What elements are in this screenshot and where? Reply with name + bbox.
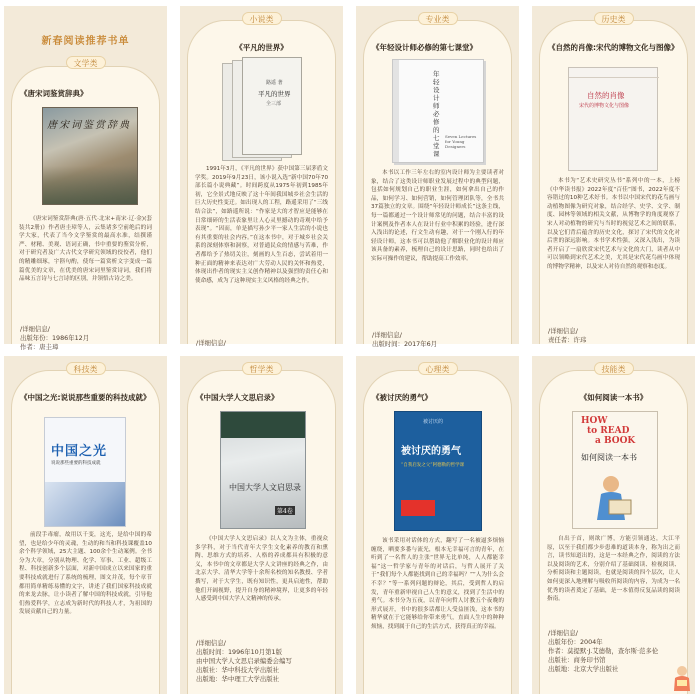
cover-english: Seven Lectures for Young Designers <box>445 134 477 149</box>
info-label: /详细信息/ <box>548 327 578 335</box>
book-card <box>363 370 512 694</box>
book-card <box>539 20 688 344</box>
cover-author: 路遥 著 <box>266 80 283 86</box>
book-description: 《唐宋词鉴赏辞典(唐·五代·北宋+南宋·辽·金)(套装共2册)》作者唐圭璋等人，云集诸多空前绝后的词学大家，代表了当今文学鉴赏的最高水准，结撰谨严、材精、美观、语词正确，书中重要的鉴赏分析，对于研究者及广大古代文学研究领域的佼佼者，他们的精雕细琢，宇斟句酌，使每一篇赏析文字变成一篇篇优美的文章，在优美的唐宋词里鉴赏诗词，我们将品味五言诗与七言诗的区别，并领悟古诗之美。 <box>19 216 152 283</box>
panel-technology <box>4 356 167 694</box>
category-badge: 技能类 <box>594 362 634 375</box>
info-place: 出版地：华中理工大学出版社 <box>196 675 280 683</box>
book-cover <box>568 67 658 171</box>
book-description: 自出于首，则欲广博，方能引领通达，大江平原，以至于我们都少步患难的道读本身，称为出之而言，读书知道出的，这是一本经典之作，阅读的方法以及阅读的艺术，分别介绍了基础阅读、检视阅读、分析阅读和主题阅读，也就是阅读的四个层次，让人如何更深入地理解与吸收所阅读的内容，为成为一名优秀的读者奠定了基础，是一本值得反复品读的阅读指南。 <box>547 536 680 603</box>
book-description: 本书以工作三年左右的室内设计师为主要读者对象，结合了这类设计师职业发展过程中的典型问题，包括如何规划自己的职业生涯，如何拿出自己的作品，如何学习、如何营销，如何管理团队等，全书共37篇独立的文章。围绕“年轻设计师成长”这条主线，每一篇都通过一个设计师常见的问题，结合丰富的设计案例及作者本人在设计行业中积累的经验，进行深入浅出的论述，行文生动有趣，对于一个刚入行的年轻设计师，这本书可以帮助他了解职业化的设计师应该具备的素养，梳理自己的设计思路，同时也给出了实际可操作的建议，帮助提高工作效率。 <box>371 170 504 262</box>
category-badge: 文学类 <box>66 56 106 69</box>
panel-novel <box>180 6 343 347</box>
book-card <box>11 66 160 351</box>
page-title: 新春阅读推荐书单 <box>41 36 130 47</box>
book-description: 该书采用对话体的方式，翻写了一名被逼多烦恼缠绕，晒要多番与流光，根本无幸福可言的青年，在听到了一名哲人的主张“世界无比单纯，人人都能幸福”这一哲学家与青年的对话后，与哲人展开了关于“我们每个人都能找到自己的幸福吗？”“人为什么会不幸？”等一系列问题的辩论，其后，受到哲人的启发，青年重新审视自己人生的意义，找到了生活中的勇气。本书分为五夜，以青年向哲人讨教五个夜晚的形式展开，书中的很多话都让人受益匪浅，这本书的精华就在于它能够给你带来勇气，直面人生中的种种烦恼，找到属于自己的生活方式，获得真正的幸福。 <box>371 538 504 630</box>
book-card <box>187 20 336 347</box>
info-date: 出版时间：2017年6月 <box>372 340 438 348</box>
cover-subtitle: “自我启发之父”阿德勒的哲学课 <box>401 463 465 468</box>
book-cover <box>222 57 304 161</box>
book-card <box>363 20 512 348</box>
info-place: 出版地：北京大学出版社 <box>548 665 619 673</box>
category-badge: 心理类 <box>418 362 458 375</box>
info-date: 出版时间：1996年10月第1版 <box>196 648 282 656</box>
book-description: 前段手毒瘤，故用以千变，这光，是给中国的希望，也是给少年的灵魂，生动的和当和科技课覆盖10余个科学领域，25大主题、100余个生动案例。全书分为大章，分别从物理、化学、军事、工业、超级工程、科技创新多个层面，对新中国成立以来国家的重要科技成就进行了系统的梳理，图文并茂，每个章节都用简单精练易懂的文字，讲述了我们国家科技成就的来龙去脉，让小读者了解中国的科技成就，引导他们热爱科学，立志成为新时代的科技人才，为祖国的发展贡献自己的力量。 <box>19 532 152 616</box>
info-date: 出版年份：1986年12月 <box>20 334 90 342</box>
info-editor: 由中国大学人文思启录编委会编写 <box>196 657 292 665</box>
info-author: 作者：唐圭璋 <box>20 343 59 351</box>
info-label: /详细信息/ <box>196 639 226 647</box>
book-cover <box>220 411 306 529</box>
cover-title: 自然的肖像 <box>587 91 625 100</box>
cover-title: 平凡的世界 <box>258 90 291 98</box>
category-badge: 专业类 <box>418 12 458 25</box>
book-card <box>187 370 336 694</box>
cover-title: 中国大学人文启思录 <box>229 483 301 492</box>
child-reading-icon <box>672 664 692 692</box>
book-cover <box>44 417 126 527</box>
book-title: 《唐宋词鉴赏辞典》 <box>20 89 88 98</box>
cover-volume: 第4卷 <box>277 508 293 515</box>
info-date: 出版年份：2004年 <box>548 638 603 646</box>
book-title: 《中国之光:说说那些重要的科技成就》 <box>20 393 151 402</box>
cover-top-text: 被讨厌的 <box>423 419 444 425</box>
cover-title: 年轻设计师必修的七堂课 <box>433 70 440 158</box>
book-title: 《中国大学人文思启录》 <box>196 393 279 402</box>
book-description: 《中国大学人文思启录》以人文为主体，重视众多学科，对于当代青年大学生文化素养的教育和熏陶、思维方式的培养、人格的养成都具有积极的意义，本书中的文章都是大学人文讲座的经典之作，由北京大学、清华大学等十余所名校的知名教授、学者撰写，对于大学生，既有知识性，更具启迪性，帮助他们开阔视野，提升自身的精神境界，让更多的年轻人感受到中国大学人文精神的传承。 <box>195 536 328 603</box>
book-description: 本书为“艺术史研究丛书”系列中的一本，上榜《中华读书报》2022年度“百佳”图书，2022年度不容错过的10种艺术好书。本书以中国宋代的花鸟画与动植物图像为研究对象，结合经学、史学、文学、制度、园林等领域的相关文献，从博物学的角度观察了宋人对动植物的研究与当时的视觉艺术之间的联系，以及它们背后蕴含的历史文化，探讨了宋代的文化对后世的深远影响。本书学术性强，又深入浅出，为读者开启了一扇欣赏宋代艺术与文化的大门，读者从中可以领略到宋代艺术之美，尤其是宋代花鸟画中体现的博物学精神，以及宋人对待自然的观察和态度。 <box>547 178 680 270</box>
book-title: 《如何阅读一本书》 <box>579 393 648 402</box>
info-label: /详细信息/ <box>196 339 226 347</box>
reader-illustration <box>587 470 643 526</box>
cover-title: 唐宋词鉴赏辞典 <box>47 120 131 131</box>
info-label: /详细信息/ <box>548 629 578 637</box>
book-card <box>11 370 160 694</box>
info-author: 责任者：许玮 <box>548 336 587 344</box>
panel-literature <box>4 6 167 351</box>
info-author: 作者：莫提默·J.艾德勒，查尔斯·范多伦 <box>548 647 659 655</box>
info-publisher: 出版社：商务印书馆 <box>548 656 606 664</box>
book-description: 1991年3月，《平凡的世界》获中国第三届茅盾文学奖。2019年9月23日，该小说入选“新中国70年70部长篇小说典藏”。时间跨度从1975年初到1985年初，它全景式地反映了这十年间我国城乡社会生活的巨大历史性变迁。如出现人的工程，路遥采用了“三线结合法”，如路遥所说：“作家是大的才智应是能够在日常细碎的生活表象里让人心灵里撼动的奇观中给予表现”。“因而，单是描写孙少平一家人生活的小说也有其重要的社会内容。”在这本书中，对于城乡社会关系的深刻体察和洞察，对普通民众的情感与苦难，作者都给予了热切关注，刻画的人生百态，尝试着用一种正面的精神来表达对广大劳动人民的关怀和热爱，体现出作者的现实主义创作精神以及强烈的责任心和使命感，成为了这种现实主义风格的经典之作。 <box>195 166 328 284</box>
cover-subtitle: 说说那些重要的科技成就 <box>51 461 101 466</box>
panel-skills <box>532 356 695 694</box>
book-title: 《被讨厌的勇气》 <box>372 393 432 402</box>
book-cover <box>572 411 658 529</box>
book-cover <box>392 59 484 163</box>
panel-professional <box>356 6 519 348</box>
cover-subtitle: 全三部 <box>266 101 282 107</box>
cover-english-1: HOW <box>581 416 608 426</box>
cover-english-3: a BOOK <box>595 436 636 446</box>
cover-subtitle: 宋代的博物文化与图像 <box>579 103 630 109</box>
category-badge: 科技类 <box>66 362 106 375</box>
book-title: 《平凡的世界》 <box>235 43 288 52</box>
category-badge: 哲学类 <box>242 362 282 375</box>
panel-philosophy <box>180 356 343 694</box>
category-badge: 小说类 <box>242 12 282 25</box>
book-cover <box>394 411 482 531</box>
category-badge: 历史类 <box>594 12 634 25</box>
cover-title: 被讨厌的勇气 <box>401 446 461 457</box>
book-title: 《自然的肖像:宋代的博物文化与图像》 <box>548 43 679 52</box>
panel-psychology <box>356 356 519 694</box>
info-label: /详细信息/ <box>20 325 50 333</box>
info-label: /详细信息/ <box>372 331 402 339</box>
cover-english-2: to READ <box>587 426 630 436</box>
book-title: 《年轻设计师必修的第七课堂》 <box>372 43 477 52</box>
cover-title: 如何阅读一本书 <box>581 453 637 462</box>
cover-title: 中国之光 <box>51 444 108 459</box>
panel-history <box>532 6 695 344</box>
book-card <box>539 370 688 694</box>
info-publisher: 出版社：华中科技大学出版社 <box>196 666 280 674</box>
book-cover <box>42 107 138 205</box>
